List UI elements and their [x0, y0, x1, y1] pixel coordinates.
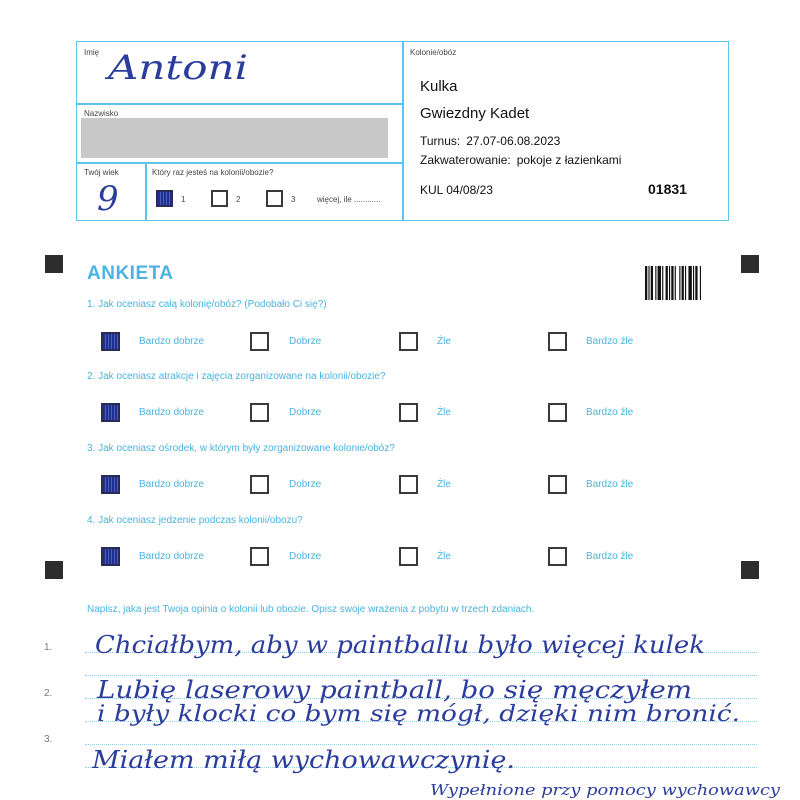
q4-dobrze-checkbox[interactable] — [250, 547, 269, 566]
q3-bardzo-dobrze-checkbox[interactable] — [101, 475, 120, 494]
surname-redacted — [81, 118, 388, 158]
q2-dobrze-label: Dobrze — [289, 407, 322, 418]
barcode-bar — [655, 266, 656, 300]
barcode-bar — [658, 266, 661, 300]
answer-line-number-2: 2. — [44, 688, 53, 699]
camp-name: Kulka — [420, 78, 458, 95]
q4-bardzo-zle-checkbox[interactable] — [548, 547, 567, 566]
header-divider-age — [145, 162, 147, 221]
q2-dobrze-checkbox[interactable] — [250, 403, 269, 422]
name-label: Imię — [84, 48, 100, 57]
answer-line-number-3: 3. — [44, 734, 53, 745]
visit-checkbox-2[interactable] — [211, 190, 228, 207]
lodging-row — [420, 153, 621, 167]
corner-marker-top-left — [45, 255, 63, 273]
answer-text-4: Miałem miłą wychowawczynię. — [92, 746, 515, 774]
q4-bardzo-dobrze-label: Bardzo dobrze — [139, 551, 205, 562]
question-3-text: 3. Jak oceniasz ośrodek, w którym były zorganizowane kolonie/obóz? — [87, 443, 395, 454]
barcode-bar — [651, 266, 653, 300]
camp-program: Gwiezdny Kadet — [420, 105, 530, 122]
helper-note: Wypełnione przy pomocy wychowawcy — [430, 781, 780, 799]
age-value: 9 — [97, 179, 119, 219]
visit-question-label: Który raz jesteś na kolonii/obozie? — [152, 168, 274, 177]
q1-bardzo-zle-label: Bardzo źle — [586, 336, 634, 347]
q1-bardzo-dobrze-label: Bardzo dobrze — [139, 336, 205, 347]
question-2-text: 2. Jak oceniasz atrakcje i zajęcia zorganizowane na kolonii/obozie? — [87, 371, 386, 382]
q3-dobrze-checkbox[interactable] — [250, 475, 269, 494]
header-divider-surname — [76, 162, 403, 164]
answer-text-2: Lubię laserowy paintball, bo się męczyłem — [97, 676, 692, 704]
question-1-options — [0, 332, 800, 352]
q2-bardzo-zle-checkbox[interactable] — [548, 403, 567, 422]
q2-zle-label: Źle — [437, 407, 451, 418]
barcode-bar — [645, 266, 647, 300]
q4-bardzo-dobrze-checkbox[interactable] — [101, 547, 120, 566]
barcode-bar — [675, 266, 676, 300]
question-3-options — [0, 475, 800, 495]
answer-text-1: Chciałbym, aby w paintballu było więcej kulek — [95, 631, 705, 659]
q4-zle-checkbox[interactable] — [399, 547, 418, 566]
barcode-bar — [693, 266, 694, 300]
q1-zle-checkbox[interactable] — [399, 332, 418, 351]
answer-text-3: i były klocki co bym się mógł, dzięki nim bronić. — [97, 702, 741, 727]
visit-checkbox-3[interactable] — [266, 190, 283, 207]
turnus-label: Turnus: — [420, 134, 461, 148]
q1-zle-label: Źle — [437, 336, 451, 347]
camp-code: KUL 04/08/23 — [420, 183, 493, 197]
turnus-row — [420, 134, 560, 148]
barcode — [645, 266, 701, 300]
visit-checkbox-1[interactable] — [156, 190, 173, 207]
visit-more-label: więcej, ile ............ — [317, 195, 381, 204]
lodging-label: Zakwaterowanie: — [420, 153, 511, 167]
q4-bardzo-zle-label: Bardzo źle — [586, 551, 634, 562]
q1-dobrze-checkbox[interactable] — [250, 332, 269, 351]
corner-marker-top-right — [741, 255, 759, 273]
barcode-bar — [671, 266, 673, 300]
survey-title: ANKIETA — [87, 263, 174, 284]
q4-zle-label: Źle — [437, 551, 451, 562]
q2-zle-checkbox[interactable] — [399, 403, 418, 422]
question-2-options — [0, 403, 800, 423]
barcode-bar — [662, 266, 663, 300]
q1-dobrze-label: Dobrze — [289, 336, 322, 347]
q3-bardzo-zle-label: Bardzo źle — [586, 479, 634, 490]
barcode-bar — [688, 266, 691, 300]
age-label: Twój wiek — [84, 168, 119, 177]
lodging-value: pokoje z łazienkami — [516, 153, 622, 167]
barcode-bar — [685, 266, 686, 300]
answer-line-number-1: 1. — [44, 642, 53, 653]
answer-dotted-line — [85, 744, 757, 745]
q1-bardzo-zle-checkbox[interactable] — [548, 332, 567, 351]
camp-number: 01831 — [648, 181, 687, 197]
surname-label: Nazwisko — [84, 109, 119, 118]
question-4-options — [0, 547, 800, 567]
q2-bardzo-dobrze-label: Bardzo dobrze — [139, 407, 205, 418]
barcode-bar — [679, 266, 680, 300]
barcode-bar — [666, 266, 668, 300]
q4-dobrze-label: Dobrze — [289, 551, 322, 562]
turnus-value: 27.07-06.08.2023 — [466, 134, 561, 148]
q2-bardzo-dobrze-checkbox[interactable] — [101, 403, 120, 422]
barcode-bar — [700, 266, 701, 300]
q2-bardzo-zle-label: Bardzo źle — [586, 407, 634, 418]
header-divider-vertical — [402, 41, 404, 221]
name-value: Antoni — [108, 48, 248, 88]
barcode-bar — [682, 266, 684, 300]
q3-zle-label: Źle — [437, 479, 451, 490]
visit-option-label-3: 3 — [291, 195, 296, 204]
barcode-bar — [695, 266, 697, 300]
barcode-bar — [648, 266, 649, 300]
q3-bardzo-dobrze-label: Bardzo dobrze — [139, 479, 205, 490]
q3-zle-checkbox[interactable] — [399, 475, 418, 494]
visit-option-label-2: 2 — [236, 195, 241, 204]
question-1-text: 1. Jak oceniasz całą kolonię/obóz? (Podobało Ci się?) — [87, 299, 327, 310]
header-divider-name — [76, 103, 403, 105]
q1-bardzo-dobrze-checkbox[interactable] — [101, 332, 120, 351]
question-4-text: 4. Jak oceniasz jedzenie podczas kolonii/obozu? — [87, 515, 303, 526]
q3-bardzo-zle-checkbox[interactable] — [548, 475, 567, 494]
barcode-bar — [669, 266, 670, 300]
q3-dobrze-label: Dobrze — [289, 479, 322, 490]
visit-option-label-1: 1 — [181, 195, 186, 204]
camp-label: Kolonie/obóz — [410, 48, 457, 57]
opinion-prompt: Napisz, jaka jest Twoja opinia o kolonii lub obozie. Opisz swoje wrażenia z pobytu w trzech zdaniach. — [87, 604, 535, 615]
